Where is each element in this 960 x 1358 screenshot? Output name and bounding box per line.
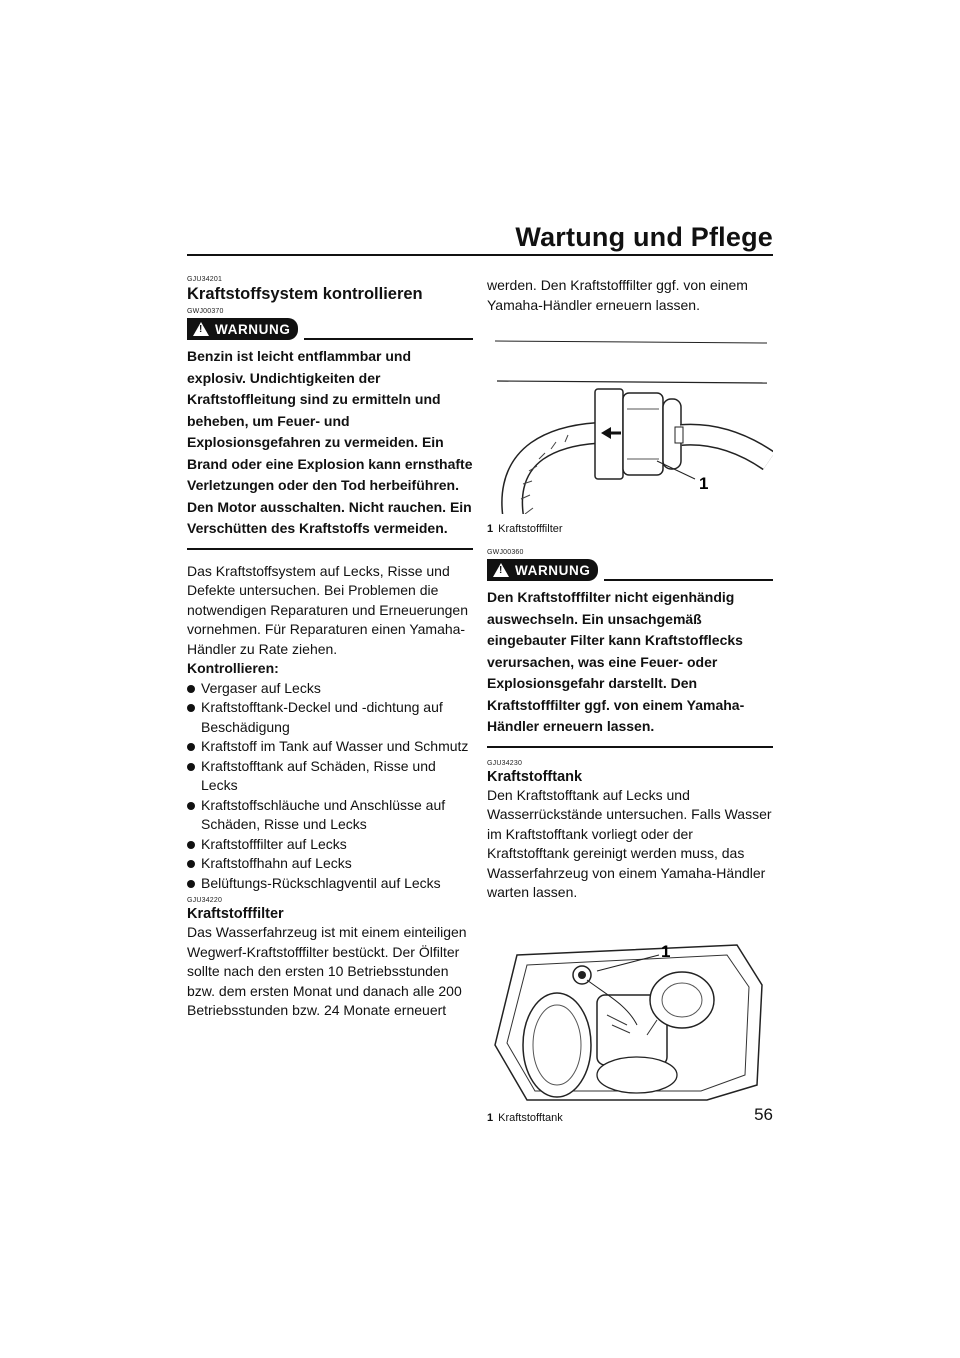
list-item: Kraftstofftank auf Schäden, Risse und Lecks: [187, 757, 473, 796]
left-column: [187, 276, 473, 1021]
warning2-badge: [487, 559, 598, 581]
right-column: [487, 276, 773, 1124]
list-item: Kraftstofffilter auf Lecks: [187, 835, 473, 855]
tank-section-code: GJU34230: [487, 759, 523, 767]
bullet-icon: [187, 802, 195, 810]
list-item: Belüftungs-Rückschlagventil auf Lecks: [187, 874, 473, 894]
check-list: [187, 679, 473, 894]
fuel-filter-figure: [487, 329, 773, 535]
bullet-icon: [187, 704, 195, 712]
filter-paragraph-continued: werden. Den Kraftstofffilter ggf. von einem Yamaha-Händler erneuern lassen.: [487, 277, 748, 313]
warning-header: [187, 318, 473, 340]
warning-triangle-icon: !: [193, 322, 209, 336]
fuel-tank-figure: [487, 925, 773, 1124]
fig2-caption: 1 Kraftstofftank: [487, 1111, 563, 1124]
header-rule: [187, 254, 773, 256]
tank-paragraph: Den Kraftstofftank auf Lecks und Wasserrückstände untersuchen. Falls Wasser im Kraftstofftank vorliegt oder der Kraftstofftank gereinigt werden muss, das Wasserfahrzeug von einem Yamaha-Händler warten lassen.: [487, 786, 772, 900]
warning-triangle-icon: !: [493, 563, 509, 577]
filter-paragraph: Das Wasserfahrzeug ist mit einem einteiligen Wegwerf-Kraftstofffilter bestückt. Der Ölfilter sollte nach den ersten 10 Betriebsstunden bzw. dem ersten Monat und danach alle 200 Betriebsstunden bzw. 24 Monate erneuert: [187, 924, 467, 1018]
fuel-tank-illustration: [487, 925, 773, 1103]
list-item: Kraftstoffschläuche und Anschlüsse auf Schäden, Risse und Lecks: [187, 796, 473, 835]
warning-label: WARNUNG: [215, 321, 291, 337]
bullet-icon: [187, 880, 195, 888]
warning2-label: WARNUNG: [515, 562, 591, 578]
warning-code: GWJ00370: [187, 308, 224, 315]
fig2-callout: 1: [661, 941, 671, 961]
bullet-icon: [187, 743, 195, 751]
filter-section-code: GJU34220: [187, 897, 223, 904]
warning2-header: [487, 559, 773, 581]
tank-section-title: Kraftstofftank: [487, 768, 583, 785]
bullet-icon: [187, 841, 195, 849]
section-code: GJU34201: [187, 276, 223, 283]
list-item: Kraftstoffhahn auf Lecks: [187, 854, 473, 874]
warning-text: Benzin ist leicht entflammbar und explosiv. Undichtigkeiten der Kraftstoffleitung sind zu ermitteln und beheben, um Feuer- und Explosionsgefahren zu vermeiden. Ein Brand oder eine Explosion kann ernsthafte Verletzungen oder den Tod herbeiführen. Den Motor ausschalten. Nicht rauchen. Ein Verschütten des Kraftstoffs vermeiden.: [187, 340, 473, 550]
bullet-icon: [187, 763, 195, 771]
fig1-callout: 1: [699, 474, 709, 493]
warning-badge: [187, 318, 298, 340]
warning-rule: [304, 338, 473, 340]
fuel-filter-illustration: [487, 329, 773, 514]
list-item: Kraftstofftank-Deckel und -dichtung auf Beschädigung: [187, 698, 473, 737]
check-label: Kontrollieren:: [187, 660, 279, 676]
warning2-code: GWJ00360: [487, 549, 524, 556]
fig1-caption: 1 Kraftstofffilter: [487, 523, 563, 535]
warning2-rule: [604, 579, 773, 581]
warning2-text: Den Kraftstofffilter nicht eigenhändig auswechseln. Ein unsachgemäß eingebauter Filter kann Kraftstofflecks verursachen, was eine Feuer- oder Explosionsgefahr darstellt. Den Kraftstofffilter ggf. von einem Yamaha-Händler erneuern lassen.: [487, 581, 773, 748]
page-header-title: Wartung und Pflege: [515, 222, 773, 252]
filter-section-title: Kraftstofffilter: [187, 906, 284, 922]
page-number: 56: [754, 1105, 773, 1124]
list-item: Kraftstoff im Tank auf Wasser und Schmutz: [187, 737, 473, 757]
list-item: Vergaser auf Lecks: [187, 679, 473, 699]
bullet-icon: [187, 860, 195, 868]
bullet-icon: [187, 685, 195, 693]
intro-paragraph: Das Kraftstoffsystem auf Lecks, Risse und Defekte untersuchen. Bei Problemen die notwendigen Reparaturen und Erneuerungen vornehmen. Für Reparaturen einen Yamaha-Händler zu Rate ziehen.: [187, 562, 468, 657]
section-title: Kraftstoffsystem kontrollieren: [187, 285, 423, 303]
